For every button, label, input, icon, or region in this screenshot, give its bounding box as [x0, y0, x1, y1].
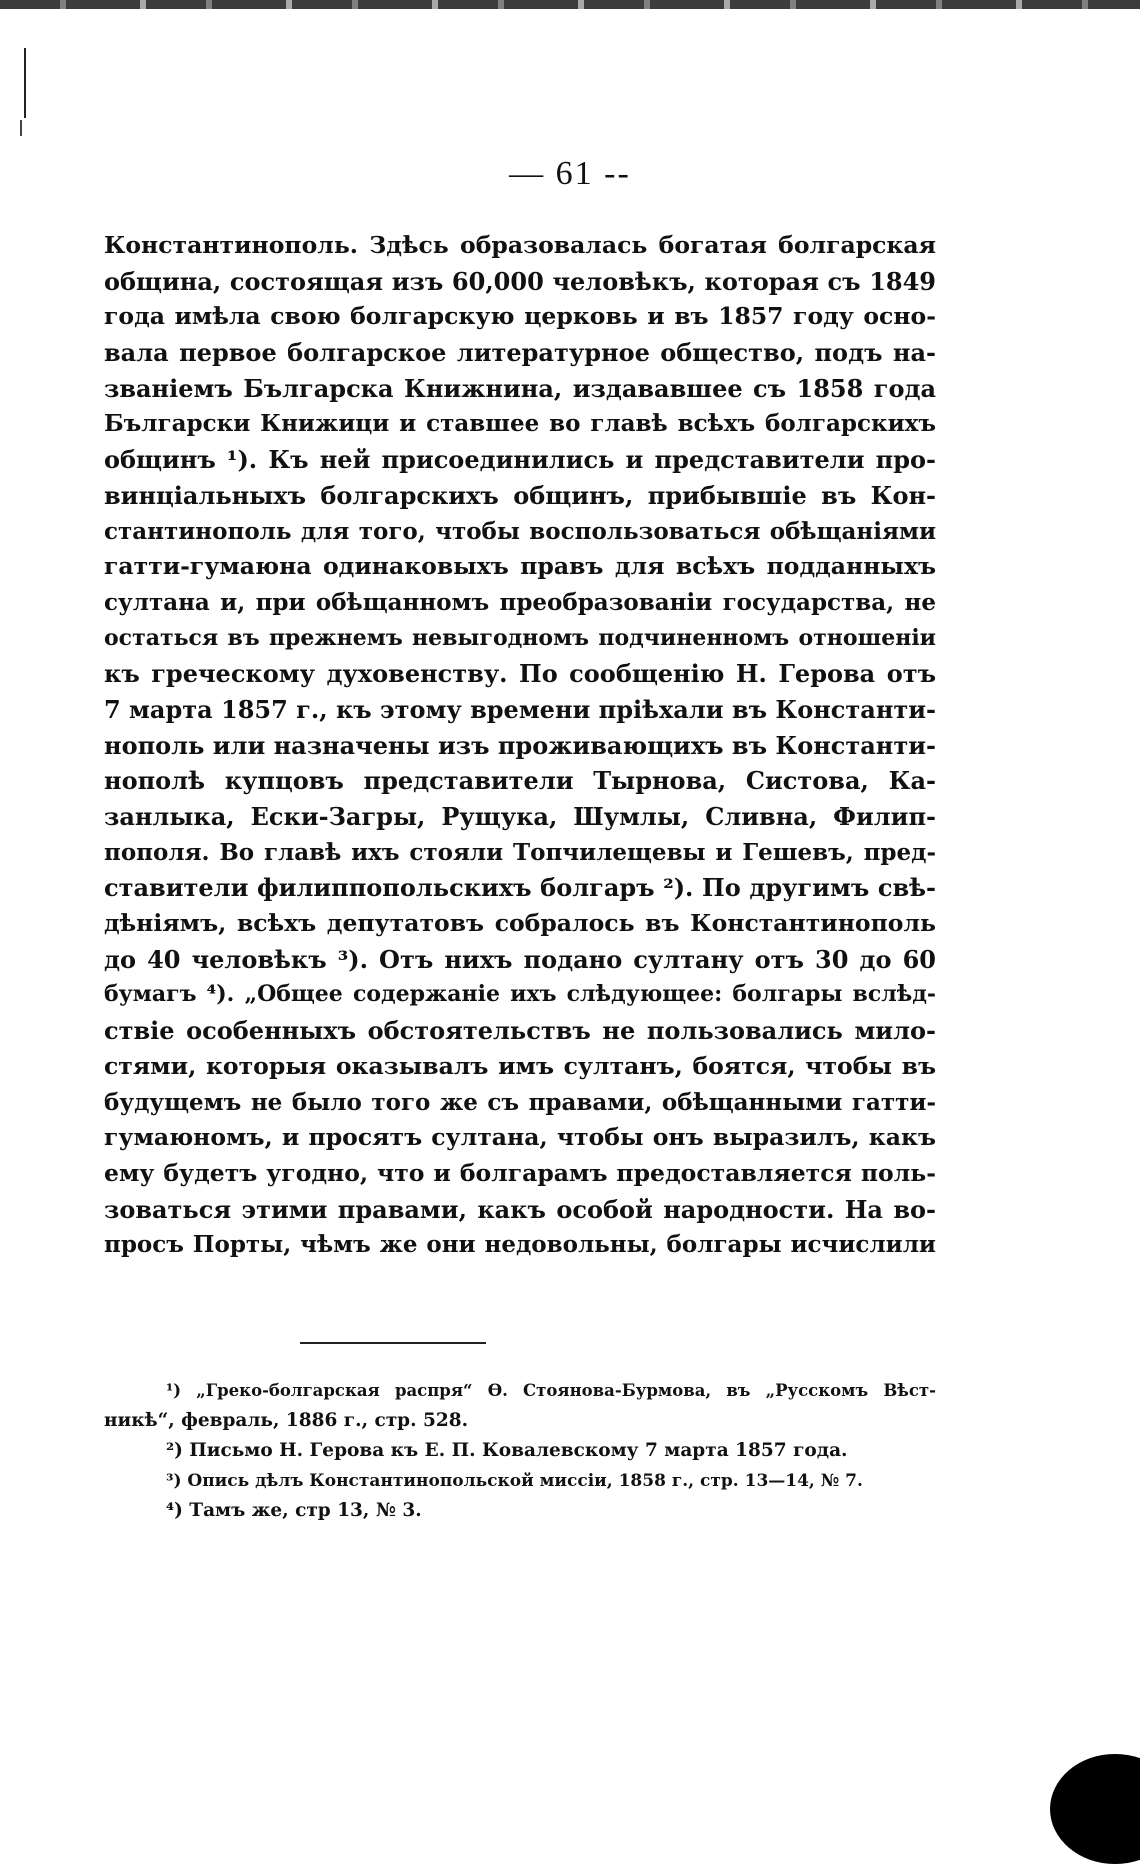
text-line: нополѣ купцовъ представители Тырнова, Систова, Ка-	[104, 766, 936, 796]
scan-edge-artifact	[0, 0, 1140, 9]
text-line: къ греческому духовенству. По сообщенію Н. Герова отъ	[104, 659, 936, 689]
text-line: вала первое болгарское литературное общество, подъ на-	[104, 338, 936, 368]
text-line: стями, которыя оказывалъ имъ султанъ, боятся, чтобы въ	[104, 1051, 936, 1080]
text-line: ствіе особенныхъ обстоятельствъ не пользовались мило-	[104, 1016, 936, 1046]
text-line: Български Книжици и ставшее во главѣ всѣхъ болгарскихъ	[104, 410, 936, 438]
text-line: винціальныхъ болгарскихъ общинъ, прибывшіе въ Кон-	[104, 480, 936, 510]
text-line: гумаюномъ, и просятъ султана, чтобы онъ выразилъ, какъ	[104, 1123, 936, 1152]
scan-margin-mark	[20, 120, 22, 136]
footnote-line: ³) Опись дѣлъ Константинопольской миссіи, 1858 г., стр. 13—14, № 7.	[166, 1471, 863, 1491]
footnotes	[104, 1376, 936, 1526]
text-line: 7 марта 1857 г., къ этому времени пріѣхали въ Константи-	[104, 694, 937, 724]
text-line: остаться въ прежнемъ невыгодномъ подчиненномъ отношеніи	[104, 624, 936, 651]
text-line: гатти-гумаюна одинаковыхъ правъ для всѣхъ подданныхъ	[104, 552, 936, 581]
text-line: просъ Порты, чѣмъ же они недовольны, болгары исчислили	[104, 1231, 936, 1259]
text-line: общинъ ¹). Къ ней присоединились и представители про-	[104, 445, 936, 475]
text-line: бумагъ ⁴). „Общее содержаніе ихъ слѣдующее: болгары вслѣд-	[104, 981, 936, 1008]
footnote-line: никѣ“, февраль, 1886 г., стр. 528.	[104, 1410, 469, 1431]
text-line: занлыка, Ески-Загры, Рущука, Шумлы, Сливна, Филип-	[104, 802, 936, 831]
text-line: нополь или назначены изъ проживающихъ въ Константи-	[104, 730, 936, 760]
text-line: султана и, при обѣщанномъ преобразованіи государства, не	[104, 588, 936, 616]
text-line: ему будетъ угодно, что и болгарамъ предоставляется поль-	[104, 1158, 936, 1187]
scan-margin-mark	[24, 48, 26, 118]
text-line: года имѣла свою болгарскую церковь и въ 1857 году осно-	[104, 302, 936, 331]
text-line: ставители филиппопольскихъ болгаръ ²). По другимъ свѣ-	[104, 873, 936, 903]
scan-corner-artifact	[1050, 1754, 1140, 1864]
text-line: стантинополь для того, чтобы воспользоваться обѣщаніями	[104, 517, 936, 545]
page-number: — 61 --	[509, 155, 631, 192]
footnote-line: ⁴) Тамъ же, стр 13, № 3.	[166, 1500, 422, 1521]
text-line: зоваться этими правами, какъ особой народности. На во-	[104, 1194, 936, 1224]
text-line: община, состоящая изъ 60,000 человѣкъ, которая съ 1849	[104, 266, 936, 296]
footnote-line: ²) Письмо Н. Герова къ Е. П. Ковалевскому 7 марта 1857 года.	[166, 1440, 848, 1461]
footnote-divider	[300, 1342, 486, 1344]
text-line: пополя. Во главѣ ихъ стояли Топчилещевы и Гешевъ, пред-	[104, 838, 936, 866]
text-line: до 40 человѣкъ ³). Отъ нихъ подано султану отъ 30 до 60	[104, 944, 936, 974]
text-line: Константинополь. Здѣсь образовалась богатая болгарская	[104, 231, 936, 259]
text-line: дѣніямъ, всѣхъ депутатовъ собралось въ Константинополь	[104, 909, 936, 938]
text-line: званіемъ Българска Книжнина, издававшее съ 1858 года	[104, 373, 936, 403]
footnote-line: ¹) „Греко-болгарская распря“ Ѳ. Стоянова-Бурмова, въ „Русскомъ Вѣст-	[166, 1381, 936, 1400]
body-text	[104, 228, 936, 1263]
text-line: будущемъ не было того же съ правами, обѣщанными гатти-	[104, 1088, 936, 1116]
